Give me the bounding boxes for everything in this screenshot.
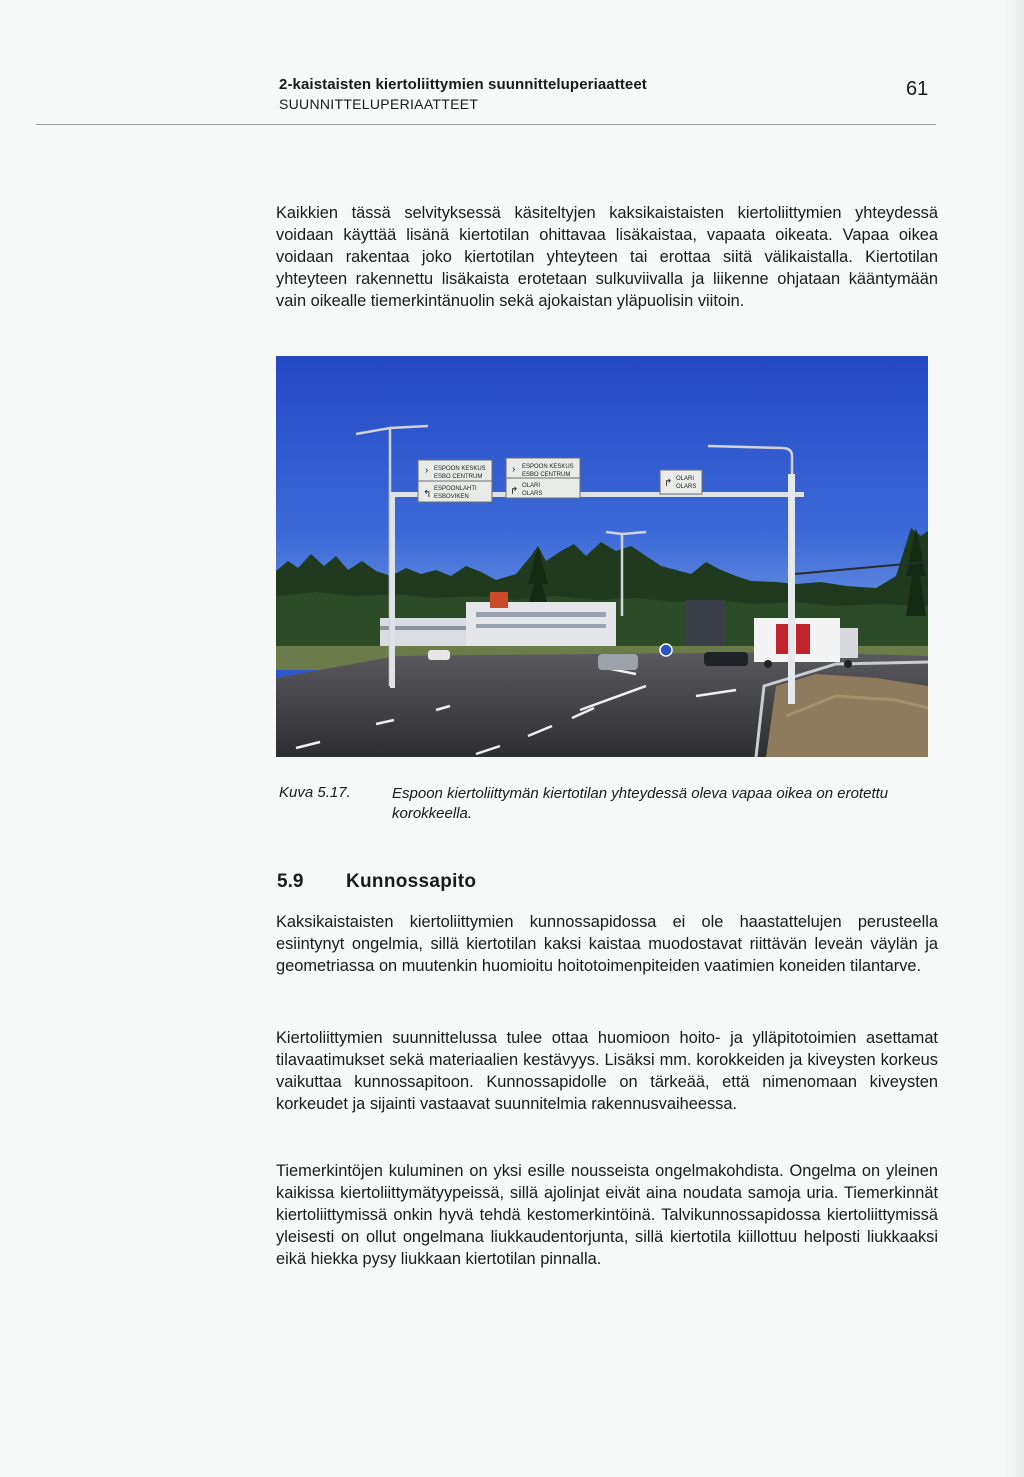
car-white xyxy=(428,650,450,660)
sign-text: ESBO CENTRUM xyxy=(522,472,571,478)
overhead-sign-right xyxy=(660,470,702,494)
header-divider xyxy=(36,124,936,125)
building-right xyxy=(686,600,726,646)
car-dark xyxy=(704,652,748,666)
sign-text: OLARS xyxy=(522,491,543,497)
body-paragraph: Kaksikaistaisten kiertoliittymien kunnossapidossa ei ole haastattelujen perusteella esiintynyt ongelmia, sillä kiertotilan kaksi kaistaa muodostavat riittävän leveän väylän ja geometriassa on muutenkin huomioitu hoitotoimenpiteiden vaatimien koneiden tilantarve. xyxy=(276,913,938,975)
roundabout-photo xyxy=(276,356,928,757)
running-header-subtitle: SUUNNITTELUPERIAATTEET xyxy=(279,96,479,112)
overhead-sign-left xyxy=(418,460,492,502)
keep-right-sign xyxy=(660,644,672,656)
body-paragraph: Kiertoliittymien suunnittelussa tulee ottaa huomioon hoito- ja ylläpitotoimien asettamat tilavaatimukset sekä materiaalien kestävyys. Lisäksi mm. korokkeiden ja kiveysten korkeus vaikuttaa kunnossapitoon. Kunnossapidolle on tärkeää, että nimenomaan kiveysten korkeudet ja sijainti vastaavat suunnitelmia rakennusvaiheessa. xyxy=(276,1029,938,1113)
svg-text:↱: ↱ xyxy=(664,478,673,489)
sign-text: ESBOVIKEN xyxy=(434,494,469,500)
section-number: 5.9 xyxy=(277,871,304,892)
body-paragraph: Tiemerkintöjen kuluminen on yksi esille nousseista ongelmakohdista. Ongelma on yleinen kaikissa kiertoliittymätyypeissä, sillä ajolinjat eivät aina noudata samoja uria. Tiemerkinnät kiertoliittymissä onkin hyvä tehdä kestomerkintöinä. Talvikunnossapidossa kiertoliittymissä yleisesti on ollut ongelmana liukkaudentorjunta, sillä kiertotila kiillottuu helposti liukkaaksi eikä hiekka pysy liukkaan kiertotilan pinnalla. xyxy=(276,1162,938,1268)
sign-text: ESBO CENTRUM xyxy=(434,474,483,480)
intro-paragraph: Kaikkien tässä selvityksessä käsiteltyjen kaksikaistaisten kiertoliittymien yhteydessä voidaan käyttää lisänä kiertotilan ohittavaa lisäkaistaa, vapaata oikeata. Vapaa oikea voidaan rakentaa joko kiertotilan yhteyteen tai erottaa siitä välikaistalla. Kiertotilan yhteyteen rakennettu lisäkaista erotetaan sulkuviivalla ja liikenne ohjataan kääntymään vain oikealle tiemerkintänuolin sekä ajokaistan yläpuolisin viitoin. xyxy=(276,204,938,310)
sign-text: OLARI xyxy=(676,476,695,482)
car-silver xyxy=(598,654,638,670)
svg-text:›: › xyxy=(512,464,516,475)
sign-text: ESPOONLAHTI xyxy=(434,486,477,492)
sign-text: OLARI xyxy=(522,483,541,489)
sign-text: ESPOON KESKUS xyxy=(434,466,486,472)
sign-text: ESPOON KESKUS xyxy=(522,464,574,470)
scan-edge xyxy=(1004,0,1024,1477)
sign-text: OLARS xyxy=(676,484,697,490)
svg-text:›: › xyxy=(425,465,429,476)
figure-caption: Espoon kiertoliittymän kiertotilan yhteydessä oleva vapaa oikea on erotettu korokkeella. xyxy=(392,785,889,822)
page-number: 61 xyxy=(906,78,929,100)
running-header-title: 2-kaistaisten kiertoliittymien suunnitteluperiaatteet xyxy=(279,76,647,93)
figure-label: Kuva 5.17. xyxy=(279,784,351,801)
overhead-sign-center xyxy=(506,458,580,498)
section-title: Kunnossapito xyxy=(346,871,477,892)
svg-text:↰: ↰ xyxy=(423,489,432,500)
svg-text:↱: ↱ xyxy=(510,486,519,497)
